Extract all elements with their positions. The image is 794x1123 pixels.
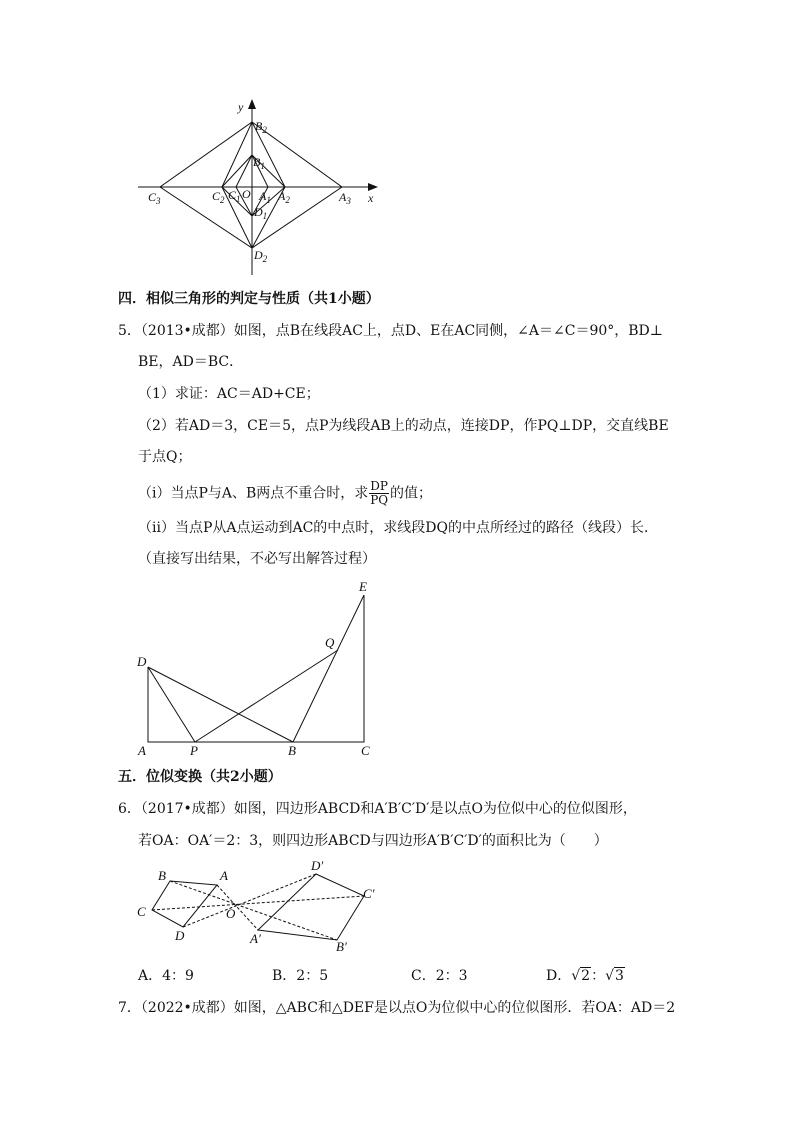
label-B-prime: B′ bbox=[336, 939, 347, 954]
q5-sub-i: （i）当点P与A、B两点不重合时，求 $\frac{DP}{PQ}$ 的值； bbox=[138, 479, 432, 507]
q6-option-b[interactable]: B．2：5 bbox=[272, 968, 329, 984]
label-B: B bbox=[158, 868, 166, 883]
label-D: D bbox=[137, 654, 147, 669]
label-A1: A bbox=[259, 189, 267, 203]
rhombus-3 bbox=[160, 122, 342, 248]
rhombus-coordinate-figure bbox=[130, 95, 390, 285]
q6-option-d[interactable]: D．√2：√3 bbox=[546, 968, 624, 984]
segment-DP bbox=[148, 667, 195, 742]
label-A: A bbox=[138, 743, 146, 758]
label-Q: Q bbox=[325, 635, 335, 650]
homothety-figure bbox=[130, 850, 390, 955]
sqrt-2: √2 bbox=[571, 968, 591, 984]
label-D2: D bbox=[254, 248, 263, 262]
label-C: C bbox=[137, 904, 146, 919]
svg-text:C3: $C_3$ bbox=[148, 190, 161, 206]
label-C-prime: C′ bbox=[363, 886, 375, 901]
label-x: x bbox=[368, 191, 374, 205]
svg-text:D2: $D_2$ bbox=[254, 248, 268, 264]
svg-text:D1: $D_1$ bbox=[254, 205, 268, 221]
q6-option-a[interactable]: A．4：9 bbox=[138, 968, 194, 984]
label-B1: B bbox=[253, 155, 261, 169]
svg-text:B2: $B_2$ bbox=[255, 119, 267, 135]
q6-stem-line2: 若OA：OA′＝2：3，则四边形ABCD与四边形A′B′C′D′的面积比为（ ） bbox=[138, 833, 608, 849]
label-D1: D bbox=[254, 205, 263, 219]
q5-part2-line1: （2）若AD＝3，CE＝5，点P为线段AB上的动点，连接DP，作PQ⊥DP，交直线BE bbox=[138, 418, 669, 434]
q7-stem-line1: 7．（2022•成都）如图，△ABC和△DEF是以点O为位似中心的位似图形．若OA：AD＝2 bbox=[118, 1000, 676, 1016]
svg-text:A1: $A_1$ bbox=[259, 189, 271, 205]
label-O: O bbox=[242, 187, 251, 201]
fraction-dp-over-pq: $\frac{DP}{PQ}$ bbox=[370, 479, 389, 507]
label-A3: A bbox=[339, 190, 347, 204]
label-B: B bbox=[288, 743, 296, 758]
q5-sub-ii: （ii）当点P从A点运动到AC的中点时，求线段DQ的中点所经过的路径（线段）长． bbox=[138, 520, 659, 536]
segment-D-A-C-E bbox=[148, 595, 364, 742]
sqrt-3: √3 bbox=[605, 968, 624, 984]
quad-ApBpCpDp bbox=[258, 874, 364, 940]
label-D-prime: D′ bbox=[311, 858, 324, 873]
svg-text:C1: $C_1$ bbox=[228, 188, 241, 204]
q5-part2-line2: 于点Q； bbox=[138, 449, 192, 465]
svg-text:C2: $C_2$ bbox=[212, 189, 225, 205]
q6-option-c[interactable]: C．2：3 bbox=[411, 968, 468, 984]
label-B2: B bbox=[255, 119, 263, 133]
label-y: y bbox=[238, 100, 244, 114]
ray-C-Cp bbox=[152, 896, 364, 910]
label-C: C bbox=[361, 743, 370, 758]
svg-text:A2: $A_2$ bbox=[278, 189, 290, 205]
svg-text:B1: $B_1$ bbox=[253, 155, 265, 171]
section-5-title: 五．位似变换（共2小题） bbox=[118, 769, 282, 785]
label-C1: C bbox=[228, 188, 237, 202]
label-C2: C bbox=[212, 189, 221, 203]
q6-stem-line1: 6．（2017•成都）如图，四边形ABCD和A′B′C′D′是以点O为位似中心的位似图形， bbox=[118, 801, 637, 817]
q5-stem-line1: 5．（2013•成都）如图，点B在线段AC上，点D、E在AC同侧，∠A＝∠C＝90°，BD⊥ bbox=[118, 323, 663, 339]
label-A: A bbox=[220, 868, 228, 883]
label-O: O bbox=[226, 906, 236, 921]
q5-note: （直接写出结果，不必写出解答过程） bbox=[138, 551, 376, 567]
q5-geometry-figure bbox=[130, 575, 390, 760]
rhombus-2 bbox=[222, 122, 285, 248]
x-axis-arrow bbox=[368, 183, 378, 191]
section-4-title: 四．相似三角形的判定与性质（共1小题） bbox=[118, 291, 380, 307]
label-E: E bbox=[359, 579, 367, 594]
label-C3: C bbox=[148, 190, 157, 204]
q5-stem-line2: BE，AD＝BC． bbox=[138, 354, 244, 370]
label-P: P bbox=[190, 743, 198, 758]
ray-A-Ap bbox=[217, 885, 258, 930]
segment-BE bbox=[293, 595, 364, 742]
quad-ABCD bbox=[152, 881, 217, 927]
label-A-prime: A′ bbox=[250, 931, 261, 946]
segment-DB bbox=[148, 667, 293, 742]
q5-part1: （1）求证：AC＝AD+CE； bbox=[138, 386, 320, 402]
svg-text:A3: $A_3$ bbox=[339, 190, 351, 206]
ray-D-Dp bbox=[183, 874, 316, 927]
label-A2: A bbox=[278, 189, 286, 203]
y-axis-arrow bbox=[248, 99, 256, 109]
label-D: D bbox=[175, 928, 185, 943]
